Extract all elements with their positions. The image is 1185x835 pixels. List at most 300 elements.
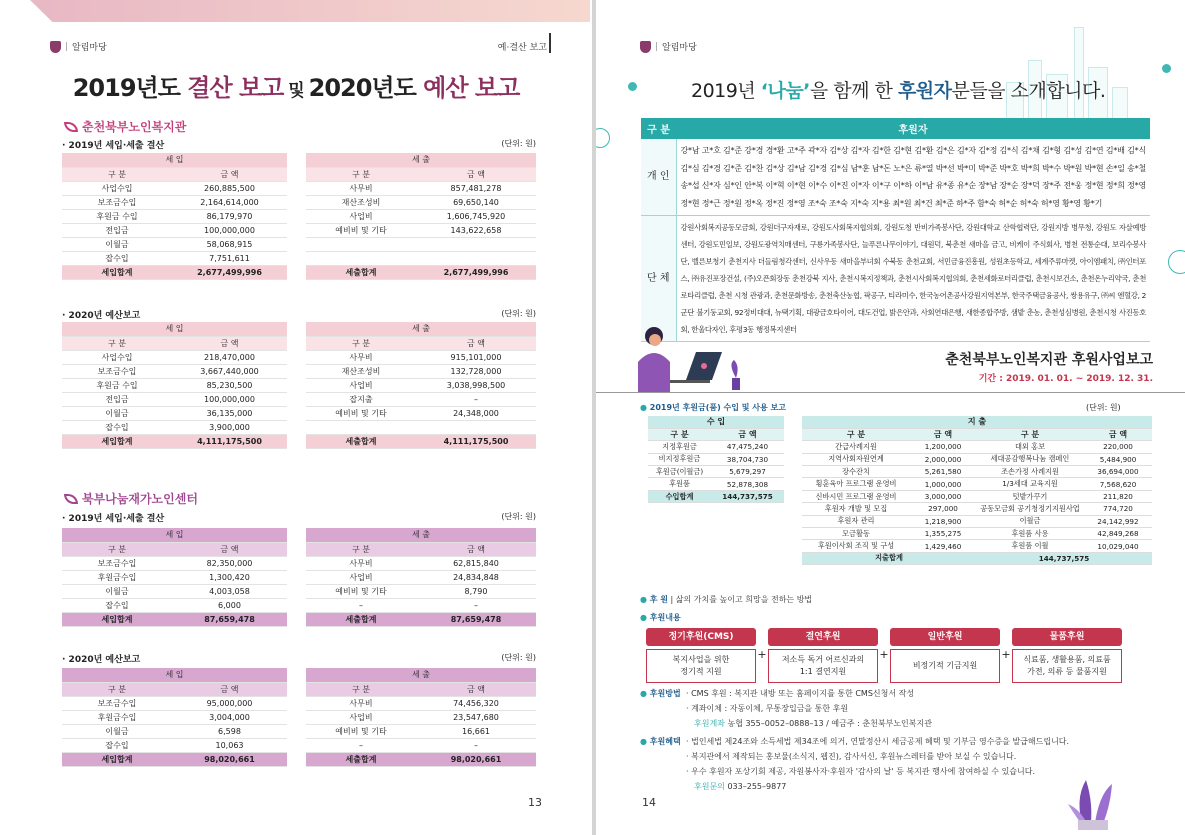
col-category: 구 분 (306, 336, 416, 350)
table-cell: 사업비 (306, 570, 416, 584)
table-row (62, 251, 287, 265)
table-row (306, 195, 536, 209)
table-row (62, 195, 287, 209)
top-banner (30, 0, 590, 22)
table-cell: 260,885,500 (172, 181, 287, 195)
table-row (306, 598, 536, 612)
table-row (306, 570, 536, 584)
table-cell: 사무비 (306, 181, 416, 195)
table-row (62, 181, 287, 195)
table-row (62, 420, 287, 434)
section-header (640, 40, 697, 53)
sponsor-definition: ● 후 원 | 삶의 가치를 높이고 희망을 전하는 방법 (640, 594, 812, 605)
table-row (306, 237, 536, 251)
col-category: 구 분 (306, 542, 416, 556)
table-cell: 915,101,000 (416, 350, 536, 364)
table-cell (306, 251, 416, 265)
table-cell: 후원금(이월금) (648, 466, 711, 478)
table-row (802, 515, 1152, 527)
box-line2: 가전, 의류 등 물품지원 (1027, 667, 1107, 676)
col-income: 세 입 (62, 668, 287, 682)
col-amount: 금 액 (172, 167, 287, 181)
title-mid: 및 (283, 81, 309, 101)
table-cell: 774,720 (1084, 503, 1152, 515)
table-row (62, 710, 287, 724)
inquiry (694, 781, 786, 792)
header-right-label: 예·결산 보고 (497, 43, 547, 53)
box-body (646, 649, 756, 683)
leaf-icon (64, 494, 78, 504)
benefit-2: · 복지관에서 제작되는 홍보물(소식지, 웹진), 감사서신, 후원뉴스레터를 받아 보실 수 있습니다. (686, 752, 1017, 761)
table-row (62, 584, 287, 598)
title-pre: 2019년 (691, 80, 761, 102)
table-row (306, 406, 536, 420)
emblem-icon (640, 41, 651, 53)
total-value: 4,111,175,500 (172, 434, 287, 448)
table-row (62, 209, 287, 223)
title-highlight1: 결산 보고 (187, 74, 284, 102)
table-cell: 6,598 (172, 724, 287, 738)
table4-unit: (단위: 원) (501, 653, 536, 662)
table-cell: 6,000 (172, 598, 287, 612)
col-category: 구 분 (62, 542, 172, 556)
table-cell: 후원금수입 (62, 570, 172, 584)
table-cell: 82,350,000 (172, 556, 287, 570)
table-cell: 218,470,000 (172, 350, 287, 364)
title-year1: 2019년도 (72, 74, 188, 102)
table-cell: 전입금 (62, 223, 172, 237)
table2-unit: (단위: 원) (501, 309, 536, 318)
section-benefits: ● 후원혜택 (640, 736, 681, 747)
col-category: 구 분 (306, 167, 416, 181)
table-row (648, 466, 784, 478)
donor-col-category: 구 분 (641, 118, 676, 139)
table-cell: 사무비 (306, 696, 416, 710)
table-cell: 후원이사회 조직 및 구성 (802, 540, 910, 552)
table4-income (62, 668, 287, 767)
table-row (62, 223, 287, 237)
table-cell: 1,300,420 (172, 570, 287, 584)
col-category: 구 분 (62, 682, 172, 696)
table-cell: 공동모금회 공기청정기지원사업 (976, 503, 1084, 515)
table1-income (62, 153, 287, 280)
table-cell: 3,667,440,000 (172, 364, 287, 378)
table-cell: 24,142,992 (1084, 515, 1152, 527)
table-row (306, 584, 536, 598)
table-cell: 100,000,000 (172, 223, 287, 237)
table-row (62, 570, 287, 584)
table-cell (416, 251, 536, 265)
page-left (0, 0, 592, 835)
table3-expense (306, 528, 536, 627)
table-cell: 86,179,970 (172, 209, 287, 223)
table-cell (416, 420, 536, 434)
table-row (306, 392, 536, 406)
table-cell: 74,456,320 (416, 696, 536, 710)
table-row (306, 378, 536, 392)
table-cell: 이월금 (62, 724, 172, 738)
table-row (306, 350, 536, 364)
table-cell: 후원품 이월 (976, 540, 1084, 552)
donor-table (641, 118, 1150, 342)
title-year2: 2020년도 (308, 74, 424, 102)
box-line1: 복지사업을 위한 (672, 655, 730, 664)
section-method: ● 후원방법 (640, 688, 681, 699)
table-row (802, 490, 1152, 502)
table-cell: 사업수입 (62, 350, 172, 364)
separator: | (65, 41, 69, 52)
table-cell: 95,000,000 (172, 696, 287, 710)
city-skyline-illustration (996, 22, 1146, 122)
org-heading-1 (64, 118, 186, 135)
table4-expense (306, 668, 536, 767)
col-category: 구 분 (976, 428, 1084, 440)
total-value: 87,659,478 (172, 612, 287, 626)
table-cell: 7,568,620 (1084, 478, 1152, 490)
table-cell: 69,650,140 (416, 195, 536, 209)
table-cell: 사업비 (306, 710, 416, 724)
decor-dot (628, 82, 637, 91)
decor-ring (596, 128, 610, 148)
total-label: 세출합계 (306, 265, 416, 279)
table2-income (62, 322, 287, 449)
table-row (62, 556, 287, 570)
table-cell: 42,849,268 (1084, 528, 1152, 540)
col-amount: 금 액 (1084, 428, 1152, 440)
donor-col-names: 후원자 (676, 118, 1150, 139)
table-cell: 이월금 (976, 515, 1084, 527)
col-amount: 금 액 (172, 682, 287, 696)
table2-caption: · 2020년 예산보고 (62, 311, 141, 321)
total-label: 세입합계 (62, 434, 172, 448)
col-amount: 금 액 (416, 167, 536, 181)
table-row (306, 738, 536, 752)
income-head: 수 입 (648, 416, 784, 428)
table-cell: 예비비 및 기타 (306, 406, 416, 420)
table-cell: 후원금 수입 (62, 209, 172, 223)
type-bond (768, 628, 878, 683)
table-cell: 3,900,000 (172, 420, 287, 434)
table-row (306, 420, 536, 434)
table-cell: 3,038,998,500 (416, 378, 536, 392)
total-label: 세출합계 (306, 752, 416, 766)
table-cell (306, 420, 416, 434)
table-cell: 211,820 (1084, 490, 1152, 502)
method-cms: · CMS 후원 : 복지관 내방 또는 홈페이지를 통한 CMS신청서 작성 (686, 689, 915, 698)
table-cell: 85,230,500 (172, 378, 287, 392)
col-amount: 금 액 (416, 336, 536, 350)
table-cell: 사업비 (306, 209, 416, 223)
table-cell: 1,355,275 (910, 528, 976, 540)
table-cell: 5,261,580 (910, 466, 976, 478)
col-amount: 금 액 (711, 428, 784, 440)
table-row (306, 710, 536, 724)
title-highlight2: 예산 보고 (423, 74, 520, 102)
box-body (1012, 649, 1122, 683)
table-row (306, 251, 536, 265)
table-cell: 23,547,680 (416, 710, 536, 724)
table-cell: 36,694,000 (1084, 466, 1152, 478)
table-cell: 297,000 (910, 503, 976, 515)
title-post: 분들을 소개합니다. (951, 80, 1106, 102)
table-cell (306, 237, 416, 251)
table-cell: 3,004,000 (172, 710, 287, 724)
total-value: 2,677,499,996 (416, 265, 536, 279)
table-cell: 52,878,308 (711, 478, 784, 490)
col-amount: 금 액 (416, 542, 536, 556)
table-row (62, 378, 287, 392)
table-row (306, 223, 536, 237)
total-label: 세입합계 (62, 752, 172, 766)
total-label: 지출합계 (802, 552, 976, 564)
table-row (306, 696, 536, 710)
total-label: 세출합계 (306, 612, 416, 626)
table-cell: 후원자 관리 (802, 515, 910, 527)
col-expense: 세 출 (306, 528, 536, 542)
group-donors: 강원사회복지공동모금회, 강원더구자재로, 강원도사회복지협의회, 강원도청 반비가족봉사단, 강원대학교 산학협력단, 강원지방 병무청, 강원도 자살예방센터, 강원도민일보, 강원도광역치매센터, 구룡가족봉사단, 늘푸른나무이야기, 대원덕, 북춘천 새마을 금고, 비케이 주식회사, 병천 전통순대, 보리수봉사단, 벨른보청기 춘천지사 더들림청각센터, 신사우동 새마을부녀회 수북동 춘천교회, 서민금융진흥원, 성원초등학교, 세계주류마켓, 아이엠패치, ㈜인터포스, ㈜유진포장건설, (주)오픈회장동 춘천강북 지사, 춘천시복지정책과, 춘천시사회복지협의회, 춘천세화로터리클럽, 춘천시보건소, 춘천온누리약국, 춘천로타리클럽, 춘천 시청 관광과, 춘천문화방송, 춘천축산농협, 팍공구, 티라미수, 한국농어촌공사강원지역본부, 한국주택금융공사, 쌍용유구, ㈜씨 엔혈강, 2군단 불기둥교회, 92정비대대, 뉴택기획, 대광금호타이어, 대도건업, 밝은안과, 사회연대은행, 새한종합주방, 샘밭 춘농, 춘천성심병원, 춘천시청 사진동호회, 한울다자인, 후평3동 행정복지센터 (676, 216, 1150, 342)
table-row (306, 364, 536, 378)
table-row (62, 738, 287, 752)
table-cell: 62,815,840 (416, 556, 536, 570)
table-cell: 132,728,000 (416, 364, 536, 378)
method-transfer: · 계좌이체 : 자동이체, 무통장입금을 통한 후원 (686, 704, 849, 713)
account-label: 후원계좌 (694, 719, 725, 728)
table-cell: 5,679,297 (711, 466, 784, 478)
table-cell (416, 237, 536, 251)
benefit-3: · 우수 후원자 포상기회 제공, 자원봉사자·후원자 '감사의 날' 등 복지관 행사에 참여하실 수 있습니다. (686, 767, 1036, 776)
table-row (648, 453, 784, 465)
donation-expense-table (802, 416, 1152, 565)
table-row (802, 453, 1152, 465)
table-cell: 예비비 및 기타 (306, 223, 416, 237)
table-cell: 예비비 및 기타 (306, 724, 416, 738)
table-row (62, 364, 287, 378)
col-income: 세 입 (62, 528, 287, 542)
emblem-icon (50, 41, 61, 53)
total-value: 2,677,499,996 (172, 265, 287, 279)
table-row (802, 466, 1152, 478)
table-row (62, 392, 287, 406)
page-title (0, 68, 592, 103)
income-unit: (단위: 원) (1086, 403, 1121, 412)
table-cell: 후원금 수입 (62, 378, 172, 392)
benefit-1: · 법인세법 제24조와 소득세법 제34조에 의거, 연말정산시 세금공제 혜택 및 기부금 영수증을 발급해드립니다. (686, 737, 1070, 746)
account-info (694, 718, 932, 729)
group-label: 단 체 (641, 216, 676, 342)
table1-expense (306, 153, 536, 280)
table1-unit: (단위: 원) (501, 139, 536, 148)
table-cell: 재산조성비 (306, 195, 416, 209)
col-category: 구 분 (648, 428, 711, 440)
org-name: 북부나눔재가노인센터 (82, 492, 198, 506)
individual-label: 개 인 (641, 139, 676, 216)
table-cell: 사업수입 (62, 181, 172, 195)
table-row (62, 237, 287, 251)
col-expense: 세 출 (306, 668, 536, 682)
table-row (62, 724, 287, 738)
table-cell: 이월금 (62, 406, 172, 420)
table-cell: 1,000,000 (910, 478, 976, 490)
table-cell: – (306, 598, 416, 612)
total-value: 98,020,661 (172, 752, 287, 766)
box-line2: 정기적 지원 (680, 667, 722, 676)
table-cell: 100,000,000 (172, 392, 287, 406)
table-cell: 1,200,000 (910, 441, 976, 453)
table-row (648, 441, 784, 453)
box-line2: 1:1 결연지원 (799, 667, 847, 676)
table-row (62, 406, 287, 420)
table-cell: 비지정후원금 (648, 453, 711, 465)
donation-income-table (648, 416, 784, 503)
table-cell: 텃밭가꾸기 (976, 490, 1084, 502)
table-cell: 4,003,058 (172, 584, 287, 598)
report-title: 춘천북부노인복지관 후원사업보고 (945, 352, 1153, 368)
table-cell: 모금활동 (802, 528, 910, 540)
table-cell: 잡수입 (62, 420, 172, 434)
table-cell: 사무비 (306, 350, 416, 364)
table-cell: 사업비 (306, 378, 416, 392)
table-cell: 47,475,240 (711, 441, 784, 453)
col-category: 구 분 (62, 336, 172, 350)
decor-ring (1168, 250, 1185, 274)
section-label: 알림마당 (662, 43, 697, 53)
sponsor-types (646, 628, 1122, 683)
table-cell: 36,135,000 (172, 406, 287, 420)
table-cell: 후원품 (648, 478, 711, 490)
col-amount: 금 액 (172, 542, 287, 556)
individual-donors: 강*남 고*호 김*준 강*경 경*환 고*주 곽*자 김*상 김*자 김*한 김*현 김*환 김*은 김*자 김*정 김*식 김*채 김*형 김*성 김*연 김*배 김*식 김*심 김*경 김*준 김*찬 김*상 김*남 김*경 김*심 남*훈 남*돈 노*은 류*열 박*선 박*미 박*준 박*호 박*희 박*수 박*원 박*현 손*일 송*철 송*섭 신*자 심*인 안*복 이*혁 이*현 이*수 이*진 이*자 이*구 이*하 이*남 유*종 유*순 장*남 장*순 장*덕 장*주 전*웅 정*현 정*희 정*영 정*현 정*근 정*원 정*옥 정*진 정*영 조*숙 조*숙 지*숙 지*용 최*원 최*건 최*준 하*주 함*숙 허*순 허*숙 허*영 황*영 황*기 (676, 139, 1150, 216)
col-expense: 세 출 (306, 153, 536, 167)
org-name: 춘천북부노인복지관 (82, 120, 187, 134)
table-row (802, 528, 1152, 540)
table-cell: 220,000 (1084, 441, 1152, 453)
leaf-icon (64, 122, 78, 132)
table-cell: 장수잔치 (802, 466, 910, 478)
section-label: 알림마당 (72, 43, 107, 53)
sponsor-text: 삶의 가치를 높이고 희망을 전하는 방법 (675, 595, 813, 604)
report-period: 기간 : 2019. 01. 01. ~ 2019. 12. 31. (978, 374, 1153, 384)
table-cell: 잡수입 (62, 251, 172, 265)
table-cell: 후원품 사용 (976, 528, 1084, 540)
table-row (306, 556, 536, 570)
total-value: 144,737,575 (711, 490, 784, 502)
table-row (62, 350, 287, 364)
table-cell: 8,790 (416, 584, 536, 598)
table-row (62, 598, 287, 612)
box-head: 일반후원 (890, 628, 1000, 646)
col-amount: 금 액 (910, 428, 976, 440)
org-heading-2 (64, 490, 198, 507)
table-cell: 2,164,614,000 (172, 195, 287, 209)
table-cell: 후원금수입 (62, 710, 172, 724)
table-cell: 재산조성비 (306, 364, 416, 378)
section-header (50, 40, 107, 53)
table-cell: – (416, 738, 536, 752)
table-cell: 대외 홍보 (976, 441, 1084, 453)
table-cell: 지역사회자원연계 (802, 453, 910, 465)
table3-unit: (단위: 원) (501, 512, 536, 521)
box-head: 결연후원 (768, 628, 878, 646)
col-expense: 세 출 (306, 322, 536, 336)
col-income: 세 입 (62, 153, 287, 167)
table-cell: – (306, 738, 416, 752)
table-row (306, 724, 536, 738)
table2-expense (306, 322, 536, 449)
type-general (890, 628, 1000, 683)
table-cell: – (416, 598, 536, 612)
total-label: 세입합계 (62, 265, 172, 279)
table-cell: 전입금 (62, 392, 172, 406)
table-cell: 예비비 및 기타 (306, 584, 416, 598)
type-cms (646, 628, 756, 683)
table-cell: 이월금 (62, 584, 172, 598)
table-cell: 143,622,658 (416, 223, 536, 237)
table-cell: 잡수입 (62, 738, 172, 752)
table4-caption: · 2020년 예산보고 (62, 655, 141, 665)
col-category: 구 분 (802, 428, 910, 440)
plus-icon: + (1001, 648, 1011, 661)
donors-title (691, 76, 1105, 103)
table-cell: 지정후원금 (648, 441, 711, 453)
table-cell: 간급사례지원 (802, 441, 910, 453)
box-line1: 저소득 독거 어르신과의 (781, 655, 865, 664)
box-head: 정기후원(CMS) (646, 628, 756, 646)
title-highlight: ‘나눔’ (760, 80, 810, 102)
page-right (596, 0, 1185, 835)
total-label: 수입합계 (648, 490, 711, 502)
total-value: 98,020,661 (416, 752, 536, 766)
table-cell: 1,218,900 (910, 515, 976, 527)
box-body (890, 649, 1000, 683)
table-cell: 3,000,000 (910, 490, 976, 502)
col-category: 구 분 (306, 682, 416, 696)
box-head: 물품후원 (1012, 628, 1122, 646)
box-line1: 비정기적 기금지원 (912, 661, 978, 670)
type-goods (1012, 628, 1122, 683)
col-category: 구 분 (62, 167, 172, 181)
table-cell: 세대공감행복나눔 캠페인 (976, 453, 1084, 465)
table-row (648, 478, 784, 490)
table3-caption: · 2019년 세입·세출 결산 (62, 514, 165, 524)
table-cell: 후원자 개발 및 모집 (802, 503, 910, 515)
table-cell: 보조금수입 (62, 195, 172, 209)
table-cell: 잡지출 (306, 392, 416, 406)
plus-icon: + (879, 648, 889, 661)
table-cell: 잡수입 (62, 598, 172, 612)
table-cell: 1,429,460 (910, 540, 976, 552)
page-number: 13 (528, 796, 542, 809)
plus-icon: + (757, 648, 767, 661)
inquiry-phone: 033–255–9877 (727, 782, 787, 791)
table-cell: 1,606,745,920 (416, 209, 536, 223)
table-row (802, 503, 1152, 515)
divider (596, 392, 1185, 393)
sponsor-label: ● 후 원 (640, 595, 668, 604)
col-income: 세 입 (62, 322, 287, 336)
decor-dot (1162, 64, 1171, 73)
table-cell: 10,029,040 (1084, 540, 1152, 552)
table-cell: 2,000,000 (910, 453, 976, 465)
table-cell: 사무비 (306, 556, 416, 570)
table-row (306, 181, 536, 195)
table-row (62, 696, 287, 710)
table-row (802, 478, 1152, 490)
table-row (802, 441, 1152, 453)
table-cell: 16,661 (416, 724, 536, 738)
section-sponsor-types: ● 후원내용 (640, 612, 681, 623)
table-cell: 보조금수입 (62, 556, 172, 570)
col-amount: 금 액 (172, 336, 287, 350)
